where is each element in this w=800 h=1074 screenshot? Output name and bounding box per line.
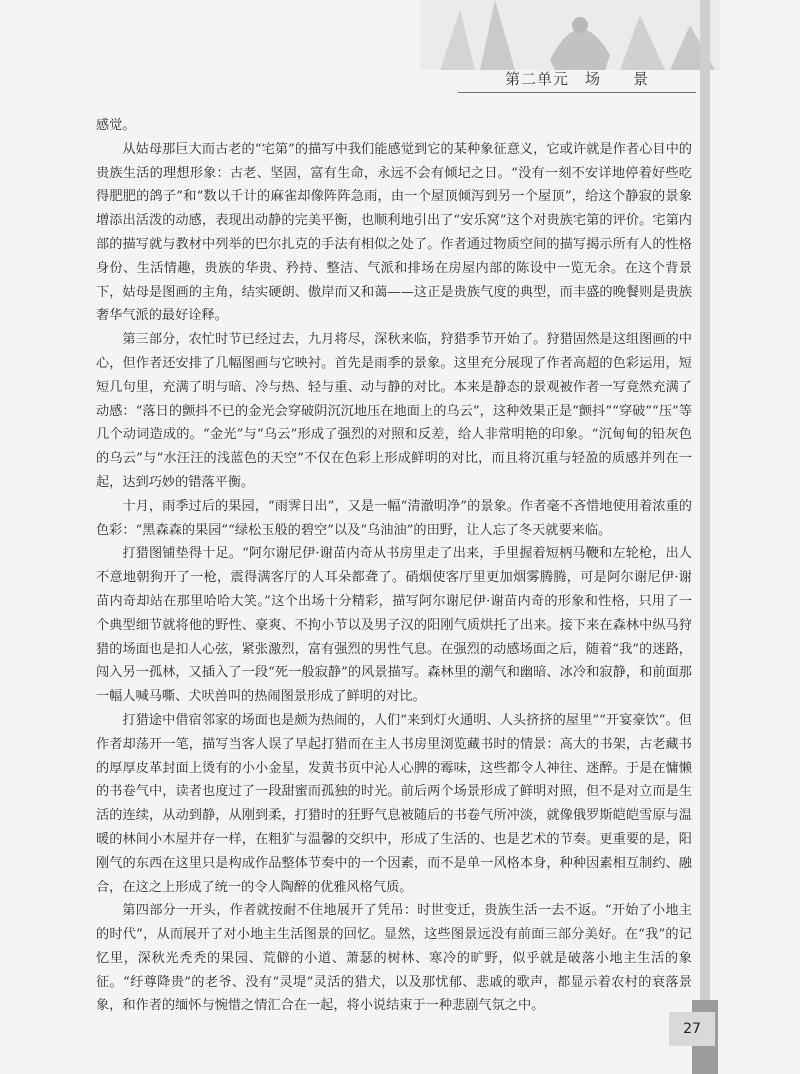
paragraph: 感觉。 [96,118,136,133]
body-text [96,114,692,1018]
header-decorative-illustration [420,0,720,70]
unit-title: 第二单元 场 景 [505,70,650,88]
paragraph: 十月，雨季过后的果园，“雨霁日出”，又是一幅“清澈明净”的景象。作者毫不吝惜地使用着浓重的色彩：“黑森森的果园”“绿松玉般的碧空”以及“乌油油”的田野，让人忘了冬天就要来临。 [96,498,692,538]
paragraph: 从姑母那巨大而古老的“宅第”的描写中我们能感觉到它的某种象征意义，它或许就是作者心目中的贵族生活的理想形象：古老、坚固，富有生命，永远不会有倾圮之日。“没有一刻不安详地停着好些吃得肥肥的鸽子”和“数以千计的麻雀却像阵阵急雨，由一个屋顶倾泻到另一个屋顶”，给这个静寂的景象增添出活泼的动感，表现出动静的完美平衡，也顺利地引出了“安乐窝”这个对贵族宅第的评价。宅第内部的描写就与教材中列举的巴尔扎克的手法有相似之处了。作者通过物质空间的描写揭示所有人的性格身份、生活情趣，贵族的华贵、矜持、整洁、气派和排场在房屋内部的陈设中一览无余。在这个背景下，姑母是图画的主角，结实硬朗、傲岸而又和蔼——这正是贵族气度的典型，而丰盛的晚餐则是贵族奢华气派的最好诠释。 [96,141,692,324]
side-margin-bar [700,0,710,1074]
page-number: 27 [669,1012,715,1046]
paragraph: 打猎途中借宿邻家的场面也是颇为热闹的，人们“来到灯火通明、人头挤挤的屋里”“开宴豪饮”。但作者却荡开一笔，描写当客人误了早起打猎而在主人书房里浏览藏书时的情景：高大的书架，古老藏书的厚厚皮革封面上烫有的小小金星，发黄书页中沁人心脾的霉味，这些都令人神往、迷醉。于是在慵懒的书卷气中，读者也度过了一段甜蜜而孤独的时光。前后两个场景形成了鲜明对照，但不是对立而是生活的连续，从动到静，从刚到柔，打猎时的狂野气息被随后的书卷气所冲淡，就像俄罗斯皑皑雪原与温暖的林间小木屋并存一样，在粗犷与温馨的交织中，形成了生活的、也是艺术的节奏。更重要的是，阳刚气的东西在这里只是构成作品整体节奏中的一个因素，而不是单一风格本身，种种因素相互制约、融合，在这之上形成了统一的令人陶醉的优雅风格气质。 [96,712,692,895]
paragraph: 第三部分，农忙时节已经过去，九月将尽，深秋来临，狩猎季节开始了。狩猎固然是这组图画的中心，但作者还安排了几幅图画与它映衬。首先是雨季的景象。这里充分展现了作者高超的色彩运用，短短几句里，充满了明与暗、冷与热、轻与重、动与静的对比。本来是静态的景观被作者一写竟然充满了动感：“落日的颤抖不已的金光会穿破阴沉沉地压在地面上的乌云”，这种效果正是“颤抖”“穿破”“压”等几个动词造成的。“金光”与“乌云”形成了强烈的对照和反差，给人非常明艳的印象。“沉甸甸的铅灰色的乌云”与“水汪汪的浅蓝色的天空”不仅在色彩上形成鲜明的对比，而且将沉重与轻盈的质感并列在一起，达到巧妙的错落平衡。 [96,332,692,490]
paragraph: 第四部分一开头，作者就按耐不住地展开了凭吊：时世变迁，贵族生活一去不返。“开始了小地主的时代”，从而展开了对小地主生活图景的回忆。显然，这些图景远没有前面三部分美好。在“我”的记忆里，深秋光秃秃的果园、荒僻的小道、萧瑟的树林、寒冷的旷野，似乎就是破落小地主生活的象征。“纡尊降贵”的老爷、没有“灵堤”灵活的猎犬，以及那忧郁、悲戚的歌声，都显示着农村的衰落景象，和作者的缅怀与惋惜之情汇合在一起，将小说结束于一种悲剧气氛之中。 [96,903,692,1014]
header-divider [458,92,696,93]
paragraph: 打猎图铺垫得十足。“阿尔谢尼伊·谢苗内奇从书房里走了出来，手里握着短柄马鞭和左轮枪，出人不意地朝狗开了一枪，震得满客厅的人耳朵都聋了。硝烟使客厅里更加烟雾腾腾，可是阿尔谢尼伊·谢苗内奇却站在那里哈哈大笑。”这个出场十分精彩，描写阿尔谢尼伊·谢苗内奇的形象和性格，只用了一个典型细节就将他的野性、豪爽、不拘小节以及男子汉的阳刚气质烘托了出来。接下来在森林中纵马狩猎的场面也是扣人心弦，紧张激烈，富有强烈的男性气息。在强烈的动感场面之后，随着“我”的迷路，闯入另一孤林，又插入了一段“死一般寂静”的风景描写。森林里的潮气和幽暗、冰冷和寂静，和前面那一幅人喊马嘶、犬吠兽叫的热闹图景形成了鲜明的对比。 [96,546,692,705]
